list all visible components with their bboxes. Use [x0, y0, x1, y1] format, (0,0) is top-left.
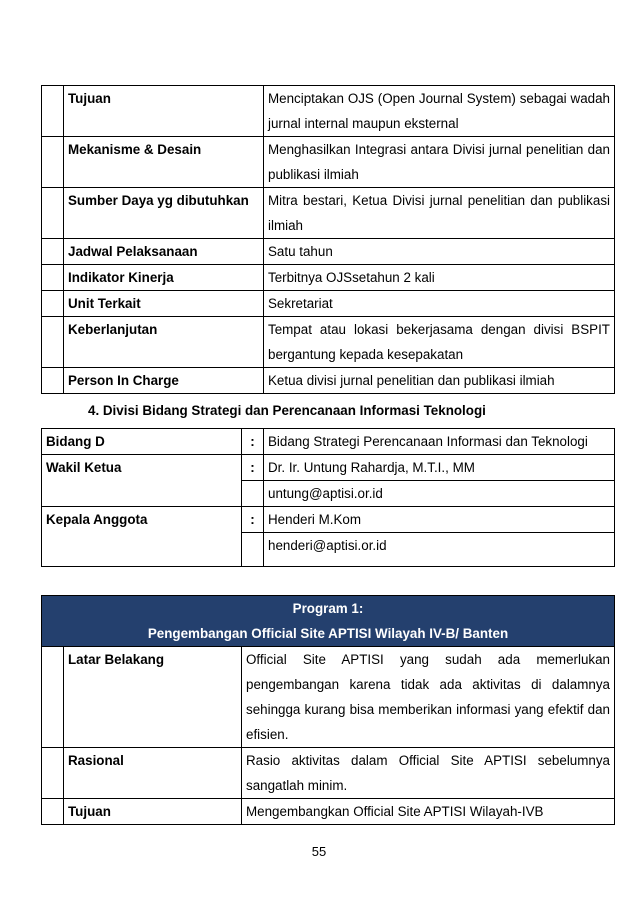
row-label: Keberlanjutan — [64, 317, 264, 368]
table-row — [42, 799, 615, 825]
program-header-row — [42, 596, 615, 647]
row-value: Mitra bestari, Ketua Divisi jurnal penelitian dan publikasi ilmiah — [264, 188, 615, 239]
section-heading: 4. Divisi Bidang Strategi dan Perencanaan Informasi Teknologi — [88, 403, 486, 418]
page-number: 55 — [311, 844, 327, 859]
row-label: Rasional — [64, 748, 242, 799]
division-info-table — [41, 428, 615, 567]
row-value: Tempat atau lokasi bekerjasama dengan divisi BSPIT bergantung kepada kesepakatan — [264, 317, 615, 368]
table-row — [42, 137, 615, 188]
row-label: Indikator Kinerja — [64, 265, 264, 291]
kepala-name: Henderi M.Kom — [264, 507, 615, 533]
wakil-label: Wakil Ketua — [42, 455, 242, 507]
row-label: Tujuan — [64, 799, 242, 825]
table-row — [42, 291, 615, 317]
table-row — [42, 748, 615, 799]
row-value: Ketua divisi jurnal penelitian dan publikasi ilmiah — [264, 368, 615, 394]
program-table — [41, 595, 615, 825]
program-subtitle: Pengembangan Official Site APTISI Wilayah IV-B/ Banten — [147, 626, 509, 641]
program-title: Program 1: — [292, 601, 364, 616]
wakil-email: untung@aptisi.or.id — [264, 481, 615, 507]
bidang-value: Bidang Strategi Perencanaan Informasi dan Teknologi — [264, 429, 615, 455]
program-detail-table — [41, 85, 615, 394]
row-value: Sekretariat — [264, 291, 615, 317]
table-row — [42, 188, 615, 239]
row-value: Terbitnya OJSsetahun 2 kali — [264, 265, 615, 291]
colon: : — [242, 507, 264, 533]
table-row — [42, 507, 615, 533]
row-label: Mekanisme & Desain — [64, 137, 264, 188]
row-value: Satu tahun — [264, 239, 615, 265]
table-row — [42, 429, 615, 455]
colon: : — [242, 429, 264, 455]
table-row — [42, 455, 615, 481]
table-row — [42, 368, 615, 394]
table-row — [42, 317, 615, 368]
table-row — [42, 86, 615, 137]
program-header — [42, 596, 615, 647]
row-value: Official Site APTISI yang sudah ada memerlukan pengembangan karena tidak ada aktivitas di dalamnya sehingga kurang bisa memberikan informasi yang efektif dan efisien. — [242, 647, 615, 748]
row-label: Unit Terkait — [64, 291, 264, 317]
row-value: Mengembangkan Official Site APTISI Wilayah-IVB — [242, 799, 615, 825]
table-row — [42, 239, 615, 265]
row-value: Menghasilkan Integrasi antara Divisi jurnal penelitian dan publikasi ilmiah — [264, 137, 615, 188]
bidang-label: Bidang D — [42, 429, 242, 455]
colon: : — [242, 455, 264, 481]
row-label: Jadwal Pelaksanaan — [64, 239, 264, 265]
row-value: Menciptakan OJS (Open Journal System) sebagai wadah jurnal internal maupun eksternal — [264, 86, 615, 137]
row-value: Rasio aktivitas dalam Official Site APTISI sebelumnya sangatlah minim. — [242, 748, 615, 799]
wakil-name: Dr. Ir. Untung Rahardja, M.T.I., MM — [264, 455, 615, 481]
kepala-email: henderi@aptisi.or.id — [264, 533, 615, 567]
kepala-label: Kepala Anggota — [42, 507, 242, 567]
table-row — [42, 647, 615, 748]
row-label: Person In Charge — [64, 368, 264, 394]
row-label: Tujuan — [64, 86, 264, 137]
row-label: Sumber Daya yg dibutuhkan — [64, 188, 264, 239]
row-label: Latar Belakang — [64, 647, 242, 748]
table-row — [42, 265, 615, 291]
